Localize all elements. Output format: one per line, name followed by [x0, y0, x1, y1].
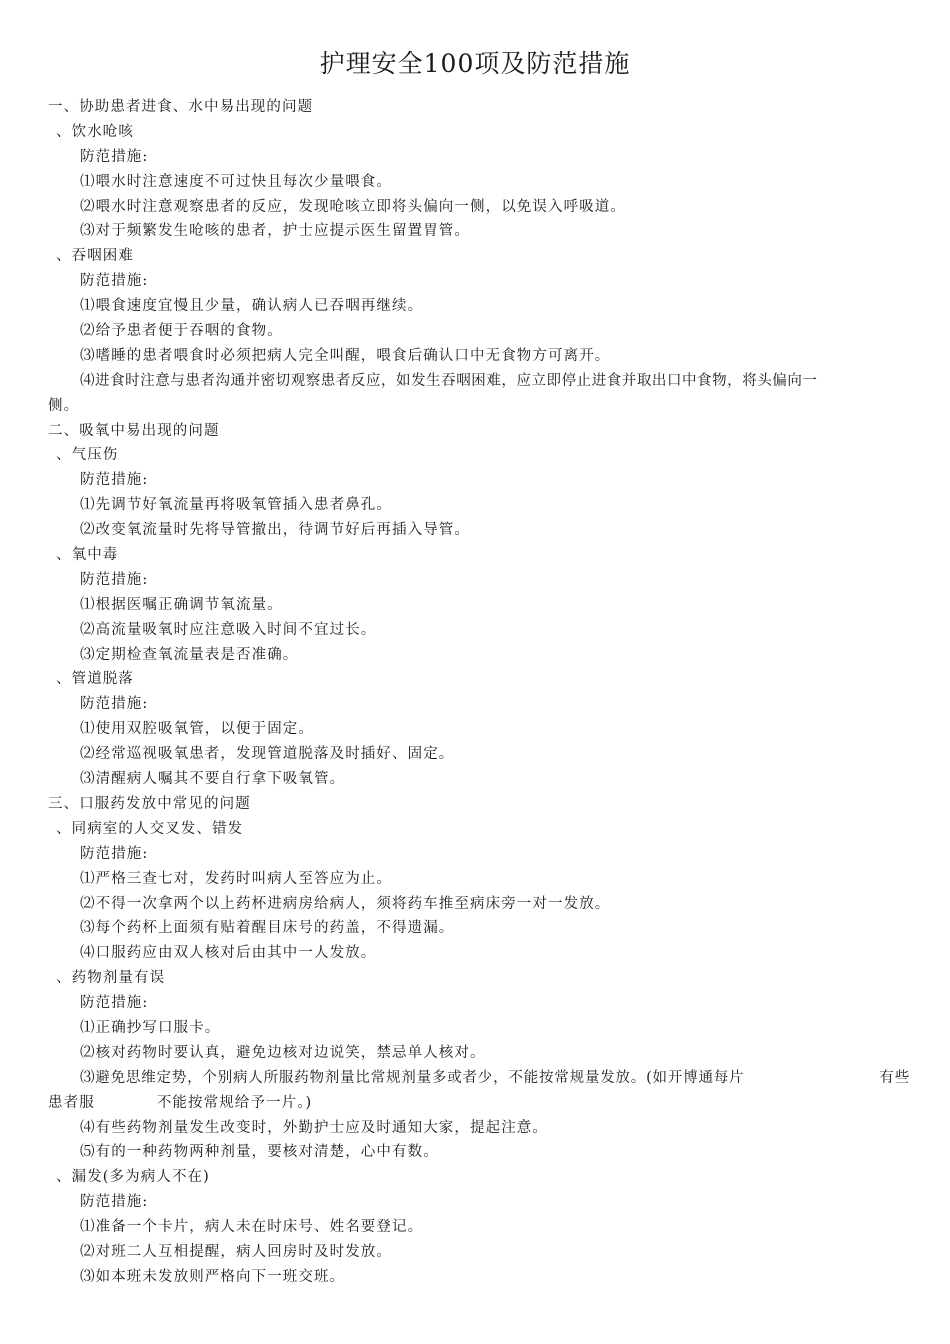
measure-item: ⑴正确抄写口服卡。 [80, 1019, 221, 1036]
measures-label: 防范措施: [80, 472, 149, 489]
measures-label: 防范措施: [80, 571, 149, 588]
measure-item: ⑵高流量吸氧时应注意吸入时间不宜过长。 [80, 621, 377, 638]
subsection-heading: 、气压伤 [56, 447, 119, 464]
measure-item-text: 不能按常规给予一片。) [156, 1094, 313, 1111]
measure-item: ⑴先调节好氧流量再将吸氧管插入患者鼻孔。 [80, 497, 392, 514]
measure-item: ⑴喂水时注意速度不可过快且每次少量喂食。 [80, 173, 392, 190]
measure-item: ⑵给予患者便于吞咽的食物。 [80, 323, 283, 340]
measure-item: ⑶定期检查氧流量表是否准确。 [80, 646, 299, 663]
measure-item: ⑵经常巡视吸氧患者，发现管道脱落及时插好、固定。 [80, 746, 455, 763]
measure-item: ⑵不得一次拿两个以上药杯进病房给病人，须将药车推至病床旁一对一发放。 [80, 895, 611, 912]
subsection-heading: 、管道脱落 [56, 671, 134, 688]
measure-item-text-right: 有些 [879, 1069, 910, 1086]
measure-item: ⑶如本班未发放则严格向下一班交班。 [80, 1268, 346, 1285]
section-heading: 一、协助患者进食、水中易出现的问题 [48, 99, 314, 115]
section-heading: 三、口服药发放中常见的问题 [48, 795, 251, 812]
document-body [48, 95, 910, 1290]
measure-item: ⑶每个药杯上面须有贴着醒目床号的药盖，不得遗漏。 [80, 920, 455, 937]
measure-item: ⑶嗜睡的患者喂食时必须把病人完全叫醒，喂食后确认口中无食物方可离开。 [80, 347, 611, 364]
measure-item: ⑶清醒病人嘱其不要自行拿下吸氧管。 [80, 771, 346, 788]
measure-item: ⑴喂食速度宜慢且少量，确认病人已吞咽再继续。 [80, 298, 424, 315]
subsection-heading: 、同病室的人交叉发、错发 [56, 820, 244, 837]
measure-item: ⑷进食时注意与患者沟通并密切观察患者反应，如发生吞咽困难，应立即停止进食并取出口中食物，将头偏向一 [80, 372, 818, 389]
measure-item: ⑵核对药物时要认真，避免边核对边说笑，禁忌单人核对。 [80, 1044, 486, 1061]
section-heading: 二、吸氧中易出现的问题 [48, 422, 220, 439]
measure-item: ⑵喂水时注意观察患者的反应，发现呛咳立即将头偏向一侧，以免误入呼吸道。 [80, 198, 626, 215]
subsection-heading: 、吞咽困难 [56, 248, 134, 265]
measure-item-text: 患者服 [48, 1094, 95, 1111]
subsection-heading: 、药物剂量有误 [56, 970, 166, 987]
measure-item: ⑶对于频繁发生呛咳的患者，护士应提示医生留置胃管。 [80, 223, 470, 240]
measure-item: ⑷有些药物剂量发生改变时，外勤护士应及时通知大家，提起注意。 [80, 1119, 548, 1136]
measure-item: ⑸有的一种药物两种剂量，要核对清楚，心中有数。 [80, 1144, 439, 1161]
measure-item: ⑴准备一个卡片，病人未在时床号、姓名要登记。 [80, 1219, 424, 1236]
measures-label: 防范措施: [80, 995, 149, 1012]
measure-item: ⑴使用双腔吸氧管，以便于固定。 [80, 721, 314, 738]
page-title: 护理安全100项及防范措施 [319, 49, 631, 78]
measures-label: 防范措施: [80, 273, 149, 290]
measure-item-continuation: 侧。 [48, 397, 80, 414]
measures-label: 防范措施: [80, 845, 149, 862]
measures-label: 防范措施: [80, 696, 149, 713]
measure-item: ⑴严格三查七对，发药时叫病人至答应为止。 [80, 870, 392, 887]
measure-item: ⑷口服药应由双人核对后由其中一人发放。 [80, 945, 377, 962]
measure-item: ⑵对班二人互相提醒，病人回房时及时发放。 [80, 1243, 392, 1260]
measure-item [48, 1066, 910, 1091]
measure-item: ⑵改变氧流量时先将导管撤出，待调节好后再插入导管。 [80, 522, 470, 539]
measure-item: ⑴根据医嘱正确调节氧流量。 [80, 596, 283, 613]
subsection-heading: 、漏发(多为病人不在) [56, 1169, 210, 1186]
measure-item-continuation [48, 1091, 910, 1116]
measures-label: 防范措施: [80, 148, 149, 165]
subsection-heading: 、饮水呛咳 [56, 123, 134, 140]
measures-label: 防范措施: [80, 1194, 149, 1211]
subsection-heading: 、氧中毒 [56, 547, 119, 564]
measure-item-text: ⑶避免思维定势，个别病人所服药物剂量比常规剂量多或者少，不能按常规量发放。(如开博通每片 [80, 1069, 745, 1086]
